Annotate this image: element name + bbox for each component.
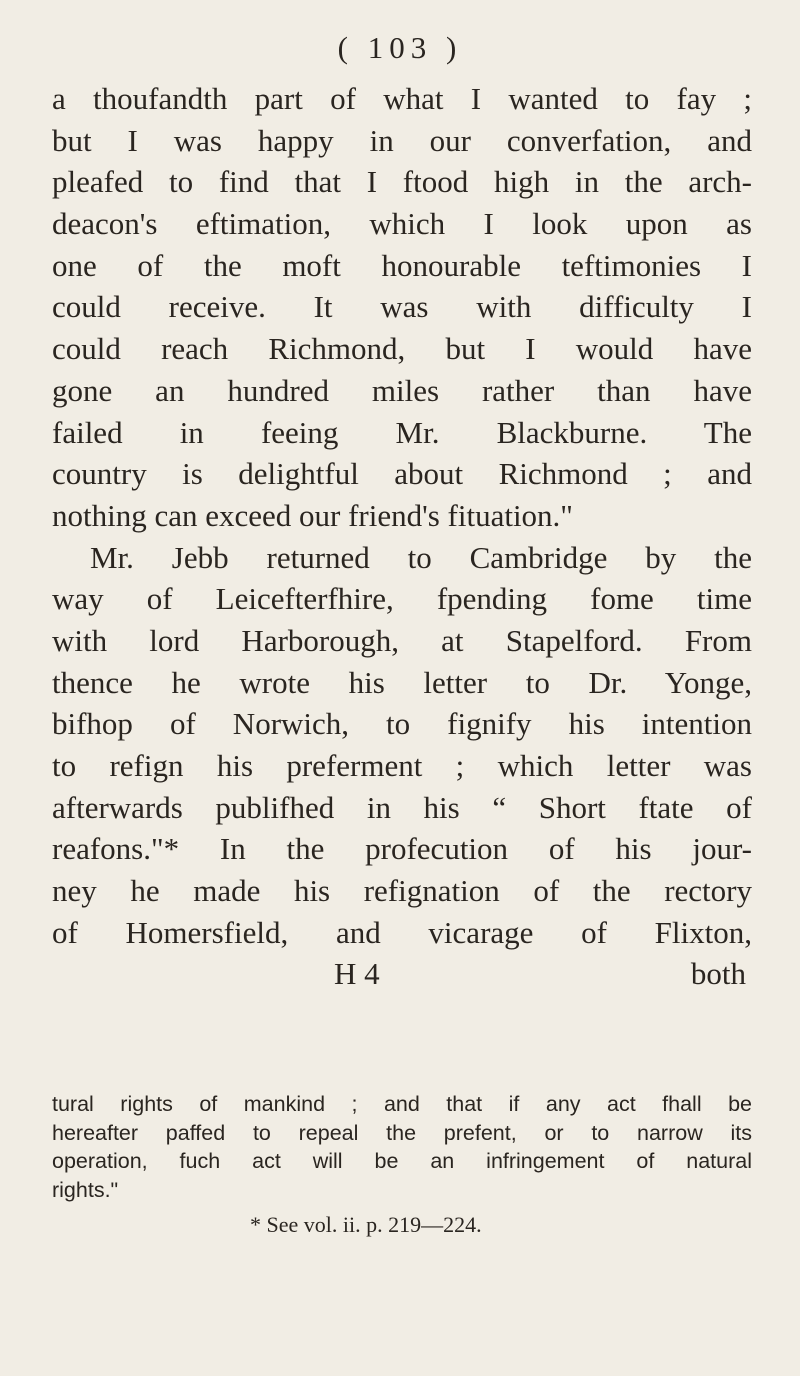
- main-text: [52, 78, 752, 995]
- text-line: thence he wrote his letter to Dr. Yonge,: [52, 664, 752, 700]
- text-line: to refign his preferment ; which letter was: [52, 748, 752, 783]
- footnote: * See vol. ii. p. 219—224.: [250, 1212, 482, 1237]
- text-line: afterwards publifhed in his “ Short ftate of: [52, 789, 752, 825]
- note-line: operation, fuch act will be an infringement of natural: [52, 1149, 752, 1173]
- note-line: rights.": [52, 1177, 119, 1202]
- page-number-header: ( 103 ): [337, 30, 463, 65]
- text-line: deacon's eftimation, which I look upon as: [52, 206, 752, 242]
- note-line: hereafter paffed to repeal the prefent, or to narrow its: [52, 1120, 752, 1145]
- text-line: gone an hundred miles rather than have: [52, 372, 752, 408]
- text-line: country is delightful about Richmond ; and: [52, 456, 752, 492]
- signature-line: [52, 953, 752, 995]
- text-line: of Homersfield, and vicarage of Flixton,: [52, 914, 752, 950]
- text-line: one of the moft honourable teftimonies I: [52, 247, 752, 283]
- text-line: a thoufandth part of what I wanted to fay ;: [52, 81, 752, 116]
- text-line: failed in feeing Mr. Blackburne. The: [52, 414, 752, 450]
- continued-note: [52, 1090, 752, 1204]
- text-line: with lord Harborough, at Stapelford. From: [52, 622, 752, 658]
- note-line: tural rights of mankind ; and that if any act fhall be: [52, 1092, 752, 1116]
- text-line: could reach Richmond, but I would have: [52, 331, 752, 367]
- text-line: but I was happy in our converfation, and: [52, 122, 752, 158]
- catchword: both: [690, 956, 746, 992]
- text-line: pleafed to find that I ftood high in the arch-: [52, 164, 752, 200]
- text-line: nothing can exceed our friend's fituation.": [52, 497, 573, 533]
- text-line: bifhop of Norwich, to fignify his intention: [52, 706, 752, 742]
- text-line: way of Leicefterfhire, fpending fome time: [52, 581, 752, 617]
- text-line: could receive. It was with difficulty I: [52, 289, 752, 325]
- text-line: Mr. Jebb returned to Cambridge by the: [90, 539, 752, 575]
- text-line: reafons."* In the profecution of his jour-: [52, 831, 752, 867]
- signature-mark: H 4: [334, 956, 380, 992]
- text-line: ney he made his refignation of the rectory: [52, 873, 752, 909]
